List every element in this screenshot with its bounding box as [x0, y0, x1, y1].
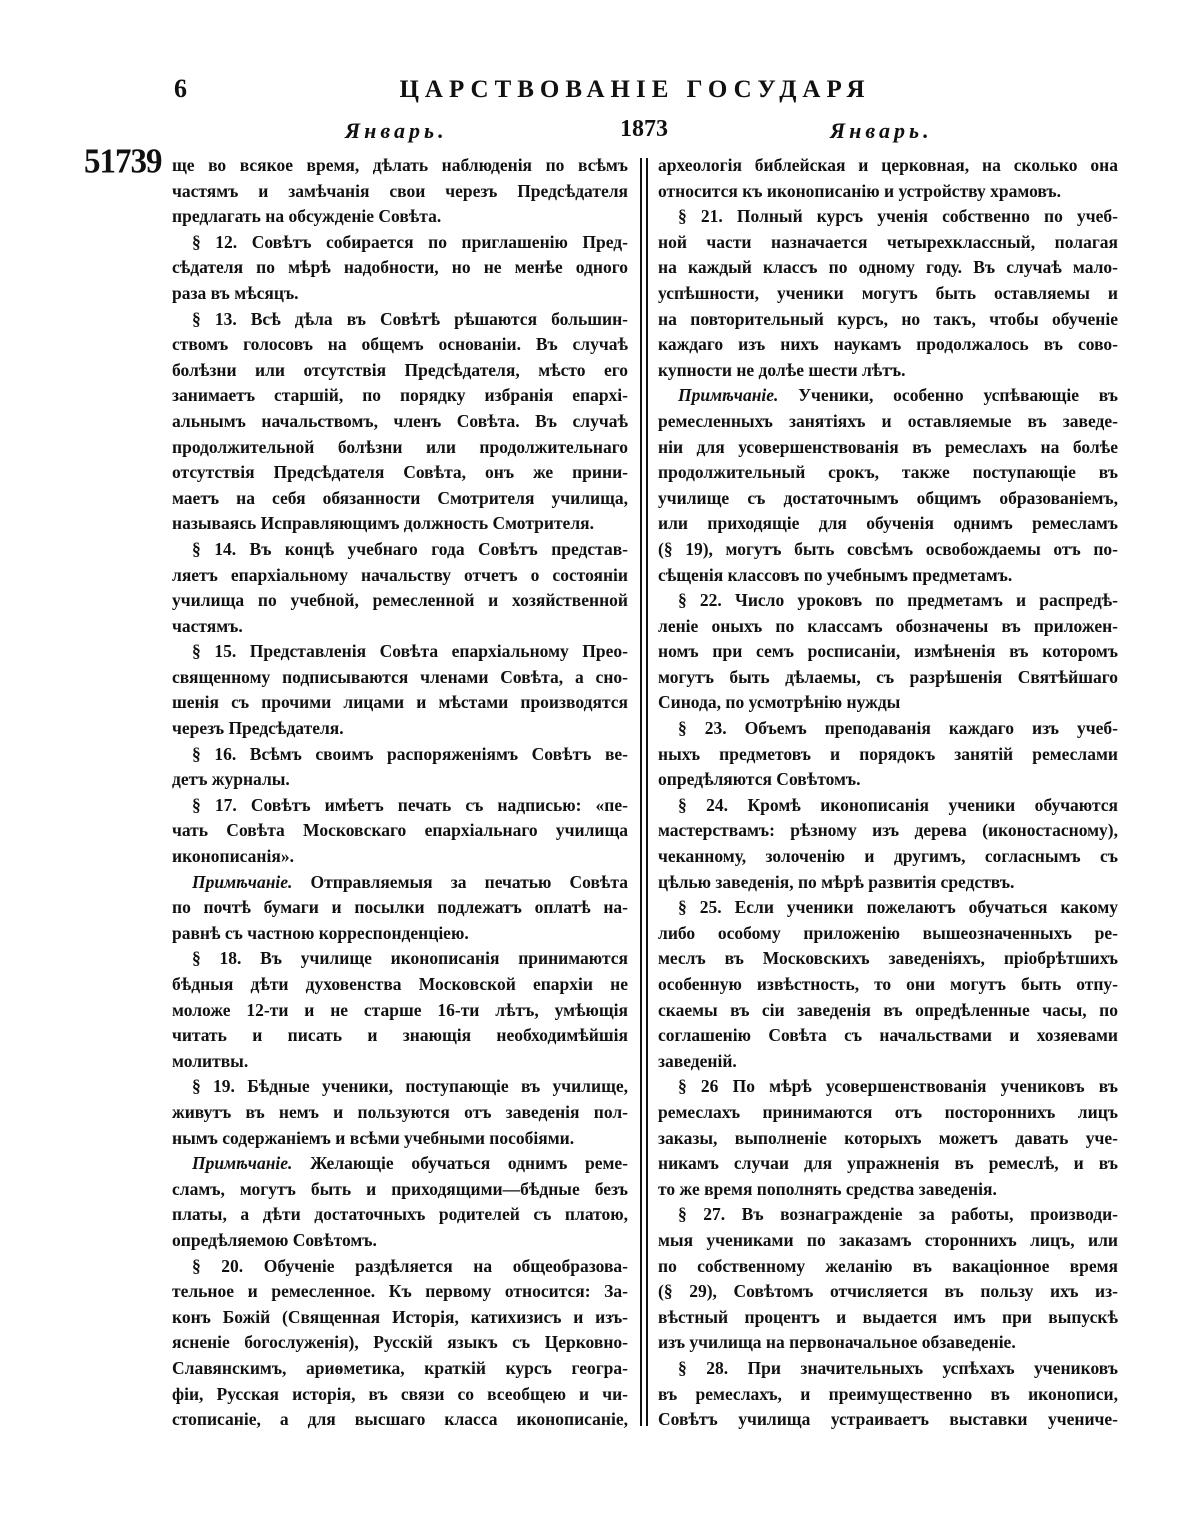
text-line: заказы, выполненіе которыхъ можетъ давать уче- [658, 1127, 1118, 1148]
text-line: вѣстный процентъ и выдается имъ при выпускѣ [658, 1306, 1118, 1327]
text-line: то же время пополнять средства заведенія. [658, 1178, 997, 1199]
text-line: § 25. Если ученики пожелаютъ обучаться какому [678, 897, 1118, 918]
right-column [658, 153, 1118, 1433]
text-line: особенную извѣстность, то они могутъ быть отпу- [658, 974, 1118, 994]
paragraph [172, 946, 628, 1074]
text-line: археологія библейская и церковная, на сколько она [658, 155, 1118, 175]
note-label: Примѣчаніе. [678, 385, 779, 406]
paragraph [658, 588, 1118, 716]
paragraph [658, 716, 1118, 793]
text-line: занимаетъ старшій, по порядку избранія епархі- [172, 385, 628, 406]
text-line: § 26 По мѣрѣ усовершенствованія учениковъ въ [678, 1076, 1118, 1097]
text-line: Совѣтъ училища устраиваетъ выставки учениче- [658, 1409, 1118, 1430]
text-line: изъ училища на первоначальное обзаведеніе. [658, 1332, 1016, 1353]
text-line: въ ремеслахъ, и преимущественно въ иконописи, [658, 1383, 1118, 1404]
text-line: ныхъ предметовъ и порядокъ занятій ремеслами [658, 743, 1118, 764]
text-line: Славянскимъ, ариѳметика, краткій курсъ геогра- [172, 1357, 628, 1378]
text-line: ремесленныхъ занятіяхъ и оставляемые въ заведе- [658, 410, 1118, 431]
text-line: детъ журналы. [172, 769, 290, 790]
text-line: § 18. Въ училище иконописанія принимаются [192, 948, 628, 969]
text-line: на повторительный курсъ, но такъ, чтобы обученіе [658, 308, 1118, 329]
month-right: Январь. [830, 118, 933, 143]
text-line: (§ 29), Совѣтомъ отчисляется въ пользу ихъ из- [658, 1281, 1118, 1302]
text-line: болѣзни или отсутствія Предсѣдателя, мѣсто его [172, 359, 628, 380]
paragraph [658, 204, 1118, 383]
column-divider [640, 158, 642, 1426]
column-divider [646, 158, 648, 1426]
text-line: каждаго изъ нихъ наукамъ продолжалось въ сово- [658, 334, 1118, 355]
text-line: опредѣляются Совѣтомъ. [658, 769, 861, 790]
note-paragraph [658, 383, 1118, 588]
text-line: раза въ мѣсяцъ. [172, 282, 299, 303]
page-number: 6 [174, 74, 187, 103]
text-line: § 20. Обученіе раздѣляется на общеобразова- [192, 1255, 628, 1276]
text-line: ясненіе богослуженія), Русскій языкъ съ Церковно- [172, 1332, 628, 1353]
note-label: Примѣчаніе. [192, 1153, 293, 1174]
text-line: продолжительный срокъ, также поступающіе въ [658, 462, 1118, 483]
text-line: § 21. Полный курсъ ученія собственно по учеб- [678, 206, 1118, 227]
text-line [172, 870, 628, 896]
text-line: заведеній. [658, 1050, 737, 1071]
running-title: ЦАРСТВОВАНІЕ ГОСУДАРЯ [399, 76, 871, 103]
text-line: равнѣ съ частною корреспонденціею. [172, 922, 469, 943]
text-line: цѣлью заведенія, по мѣрѣ развитія средствъ. [658, 871, 1015, 892]
text-line: § 23. Объемъ преподаванія каждаго изъ учеб- [678, 718, 1118, 739]
document-number: 51739 [84, 143, 162, 181]
text-line: § 12. Совѣтъ собирается по приглашенію Пред- [192, 231, 628, 252]
text-line: ремеслахъ принимаются отъ постороннихъ лицъ [658, 1101, 1118, 1122]
text-line: молитвы. [172, 1050, 249, 1071]
text-line: номъ при семъ росписаніи, измѣненія въ которомъ [658, 641, 1118, 662]
paragraph [658, 153, 1118, 204]
left-column [172, 153, 628, 1433]
text-line: скаемы въ сіи заведенія въ опредѣленные часы, по [658, 999, 1118, 1020]
paragraph [172, 1254, 628, 1433]
text-line: тельное и ремесленное. Къ первому относится: За- [172, 1281, 628, 1302]
text-line: альнымъ начальствомъ, членъ Совѣта. Въ случаѣ [172, 410, 628, 431]
text-line: ствомъ голосовъ на общемъ основаніи. Въ случаѣ [172, 334, 628, 355]
text-line: могутъ быть дѣлаемы, съ разрѣшенія Святѣйшаго [658, 666, 1118, 687]
text-line: моложе 12-ти и не старше 16-ти лѣтъ, умѣющія [172, 999, 628, 1020]
month-left: Январь. [345, 118, 448, 143]
text-line [172, 1151, 628, 1177]
text-line: по почтѣ бумаги и посылки подлежатъ оплатѣ на- [172, 897, 628, 918]
note-paragraph [172, 870, 628, 947]
text-line: леніе оныхъ по классамъ обозначены въ приложен- [658, 615, 1118, 636]
text-line: § 24. Кромѣ иконописанія ученики обучаются [678, 794, 1118, 815]
text-line: частямъ и замѣчанія свои черезъ Предсѣдателя [172, 180, 628, 201]
paragraph [658, 1202, 1118, 1356]
text-line: или приходящіе для обученія однимъ ремесламъ [658, 513, 1118, 534]
paragraph [658, 793, 1118, 895]
text-line: купности не долѣе шести лѣтъ. [658, 359, 906, 380]
text-line: иконописанія». [172, 846, 294, 867]
note-paragraph [172, 1151, 628, 1253]
note-text: Желающіе обучаться однимъ реме- [292, 1153, 628, 1174]
paragraph [172, 793, 628, 870]
text-line: частямъ. [172, 615, 243, 636]
text-line: священному подписываются членами Совѣта, а сно- [172, 666, 628, 687]
text-line: черезъ Предсѣдателя. [172, 718, 344, 739]
text-line: предлагать на обсужденіе Совѣта. [172, 206, 442, 227]
note-text: Отправляемыя за печатью Совѣта [292, 871, 628, 892]
text-line: § 22. Число уроковъ по предметамъ и распредѣ- [678, 590, 1118, 611]
text-line: конъ Божій (Священная Исторія, катихизисъ и изъ- [172, 1306, 628, 1327]
text-line: успѣшности, ученики могутъ быть оставляемы и [658, 282, 1118, 303]
text-line: никамъ случаи для упражненія въ ремеслѣ, и въ [658, 1153, 1118, 1174]
text-line: училища по учебной, ремесленной и хозяйственной [172, 590, 628, 611]
text-line: либо особому приложенію вышеозначенныхъ ре- [658, 922, 1118, 943]
text-line: ще во всякое время, дѣлать наблюденія по всѣмъ [172, 155, 628, 175]
text-line: § 13. Всѣ дѣла въ Совѣтѣ рѣшаются большин- [192, 308, 628, 329]
text-line: меслъ въ Московскихъ заведеніяхъ, пріобрѣтшихъ [658, 948, 1118, 969]
text-line: маетъ на себя обязанности Смотрителя училища, [172, 487, 628, 508]
text-line: § 27. Въ вознагражденіе за работы, производи- [678, 1204, 1118, 1225]
text-line: училище съ достаточнымъ общимъ образованіемъ, [658, 487, 1118, 508]
year: 1873 [620, 116, 668, 142]
text-line: чать Совѣта Московскаго епархіальнаго училища [172, 820, 628, 841]
note-label: Примѣчаніе. [192, 871, 293, 892]
text-line: сѣщенія классовъ по учебнымъ предметамъ. [658, 564, 1013, 585]
paragraph [658, 1074, 1118, 1202]
paragraph [172, 639, 628, 741]
text-line: шенія съ прочими лицами и мѣстами производятся [172, 692, 628, 713]
text-line: § 14. Въ концѣ учебнаго года Совѣтъ представ- [192, 538, 628, 559]
text-line: живутъ въ немъ и пользуются отъ заведенія пол- [172, 1101, 628, 1122]
text-line: § 28. При значительныхъ успѣхахъ учениковъ [678, 1357, 1118, 1378]
text-line: на каждый классъ по одному году. Въ случаѣ мало- [658, 257, 1118, 278]
paragraph [172, 230, 628, 307]
text-line: нымъ содержаніемъ и всѣми учебными пособіями. [172, 1127, 575, 1148]
text-line: § 16. Всѣмъ своимъ распоряженіямъ Совѣтъ ве- [192, 743, 628, 764]
text-line: относится къ иконописанію и устройству храмовъ. [658, 180, 1061, 201]
text-line: § 19. Бѣдные ученики, поступающіе въ училище, [192, 1076, 628, 1097]
text-line [658, 383, 1118, 409]
note-text: Ученики, особенно успѣвающіе въ [778, 385, 1118, 406]
text-line: отсутствія Предсѣдателя Совѣта, онъ же прини- [172, 462, 628, 483]
paragraph [658, 1356, 1118, 1433]
paragraph [658, 895, 1118, 1074]
text-line: § 17. Совѣтъ имѣетъ печать съ надписью: «пе- [192, 794, 628, 815]
text-line: сламъ, могутъ быть и приходящими—бѣдные безъ [172, 1178, 628, 1199]
text-line: § 15. Представленія Совѣта епархіальному Прео- [192, 641, 628, 662]
text-line: (§ 19), могутъ быть совсѣмъ освобождаемы отъ по- [658, 538, 1118, 559]
text-line: ніи для усовершенствованія въ ремеслахъ на болѣе [658, 436, 1118, 457]
text-line: соглашенію Совѣта съ начальствами и хозяевами [658, 1025, 1118, 1046]
text-line: сѣдателя по мѣрѣ надобности, но не менѣе одного [172, 257, 628, 278]
text-line: мастерствамъ: рѣзному изъ дерева (иконостасному), [658, 820, 1118, 841]
text-line: фіи, Русская исторія, въ связи со всеобщею и чи- [172, 1383, 628, 1404]
text-line: читать и писать и знающія необходимѣйшія [172, 1025, 628, 1046]
text-line: стописаніе, а для высшаго класса иконописаніе, [172, 1409, 628, 1430]
text-line: называясь Исправляющимъ должность Смотрителя. [172, 513, 594, 534]
paragraph [172, 307, 628, 537]
text-line: платы, а дѣти достаточныхъ родителей съ платою, [172, 1204, 628, 1225]
text-line: Синода, по усмотрѣнію нужды [658, 692, 901, 713]
text-line: чеканному, золоченію и другимъ, согласнымъ съ [658, 846, 1118, 867]
paragraph [172, 1074, 628, 1151]
text-line: ной части назначается четырехклассный, полагая [658, 231, 1118, 252]
text-line: ляетъ епархіальному начальству отчетъ о состояніи [172, 564, 628, 585]
paragraph [172, 153, 628, 230]
text-line: по собственному желанію въ вакаціонное время [658, 1255, 1118, 1276]
paragraph [172, 537, 628, 639]
text-line: продолжительной болѣзни или продолжительнаго [172, 436, 628, 457]
text-line: мыя учениками по заказамъ стороннихъ лицъ, или [658, 1229, 1118, 1250]
text-line: опредѣляемою Совѣтомъ. [172, 1229, 377, 1250]
text-line: бѣдныя дѣти духовенства Московской епархіи не [172, 974, 628, 994]
paragraph [172, 742, 628, 793]
